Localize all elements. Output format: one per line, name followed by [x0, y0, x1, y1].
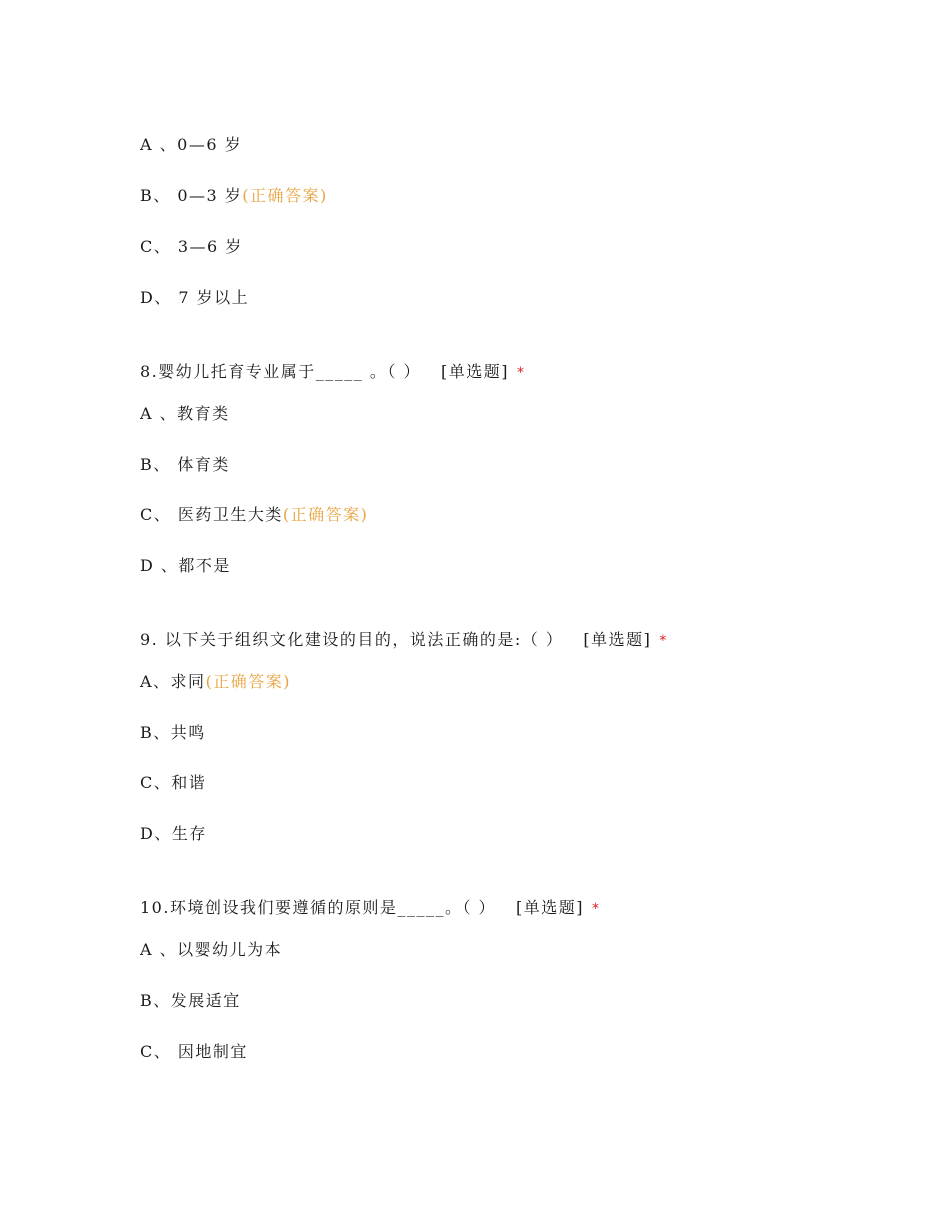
q10-option-b: [140, 991, 241, 1011]
correct-answer-label: (正确答案): [282, 505, 369, 524]
option-text: C、 医药卫生大类: [140, 505, 283, 524]
q8-option-c: [140, 505, 368, 525]
option-text: B、共鸣: [140, 723, 206, 742]
option-text: B、发展适宜: [140, 991, 241, 1010]
option-text: C、 因地制宜: [140, 1042, 248, 1061]
q8-option-a: [140, 404, 230, 424]
option-text: A 、以婴幼儿为本: [140, 940, 283, 959]
option-text: D、 7 岁以上: [140, 288, 250, 307]
q9-option-d: [140, 824, 207, 844]
q9-option-a: [140, 672, 291, 692]
option-text: B、 0—3 岁: [140, 186, 243, 205]
correct-answer-label: (正确答案): [205, 672, 292, 691]
q8-stem: [140, 362, 525, 383]
required-mark: *: [592, 901, 601, 917]
question-text: 10.环境创设我们要遵循的原则是_____。（ ）: [140, 898, 497, 917]
q7-option-d: [140, 288, 249, 308]
required-mark: *: [516, 365, 526, 381]
option-text: B、 体育类: [140, 455, 230, 474]
option-text: A 、教育类: [140, 404, 230, 423]
option-text: C、和谐: [140, 773, 207, 792]
q9-stem: [140, 630, 668, 651]
q10-option-a: [140, 940, 282, 960]
q7-option-c: [140, 237, 243, 257]
question-text: 9. 以下关于组织文化建设的目的，说法正确的是:（ ）: [140, 630, 564, 649]
question-text: 8.婴幼儿托育专业属于_____ 。（ ）: [140, 362, 421, 381]
option-text: A、求同: [140, 672, 206, 691]
q9-option-b: [140, 723, 206, 743]
required-mark: *: [659, 633, 668, 649]
correct-answer-label: (正确答案): [242, 186, 328, 205]
option-text: D、生存: [140, 824, 207, 843]
q9-option-c: [140, 773, 206, 793]
question-type-tag: [单选题]: [516, 898, 585, 917]
q10-option-c: [140, 1042, 248, 1062]
q7-option-a: [140, 135, 242, 155]
option-text: D 、都不是: [140, 556, 231, 575]
question-type-tag: [单选题]: [583, 630, 652, 649]
q8-option-b: [140, 455, 230, 475]
q7-option-b: [140, 186, 328, 206]
q8-option-d: [140, 556, 231, 576]
option-text: C、 3—6 岁: [140, 237, 243, 256]
option-text: A 、0—6 岁: [140, 135, 243, 154]
q10-stem: [140, 898, 601, 919]
question-type-tag: [单选题]: [440, 362, 509, 381]
